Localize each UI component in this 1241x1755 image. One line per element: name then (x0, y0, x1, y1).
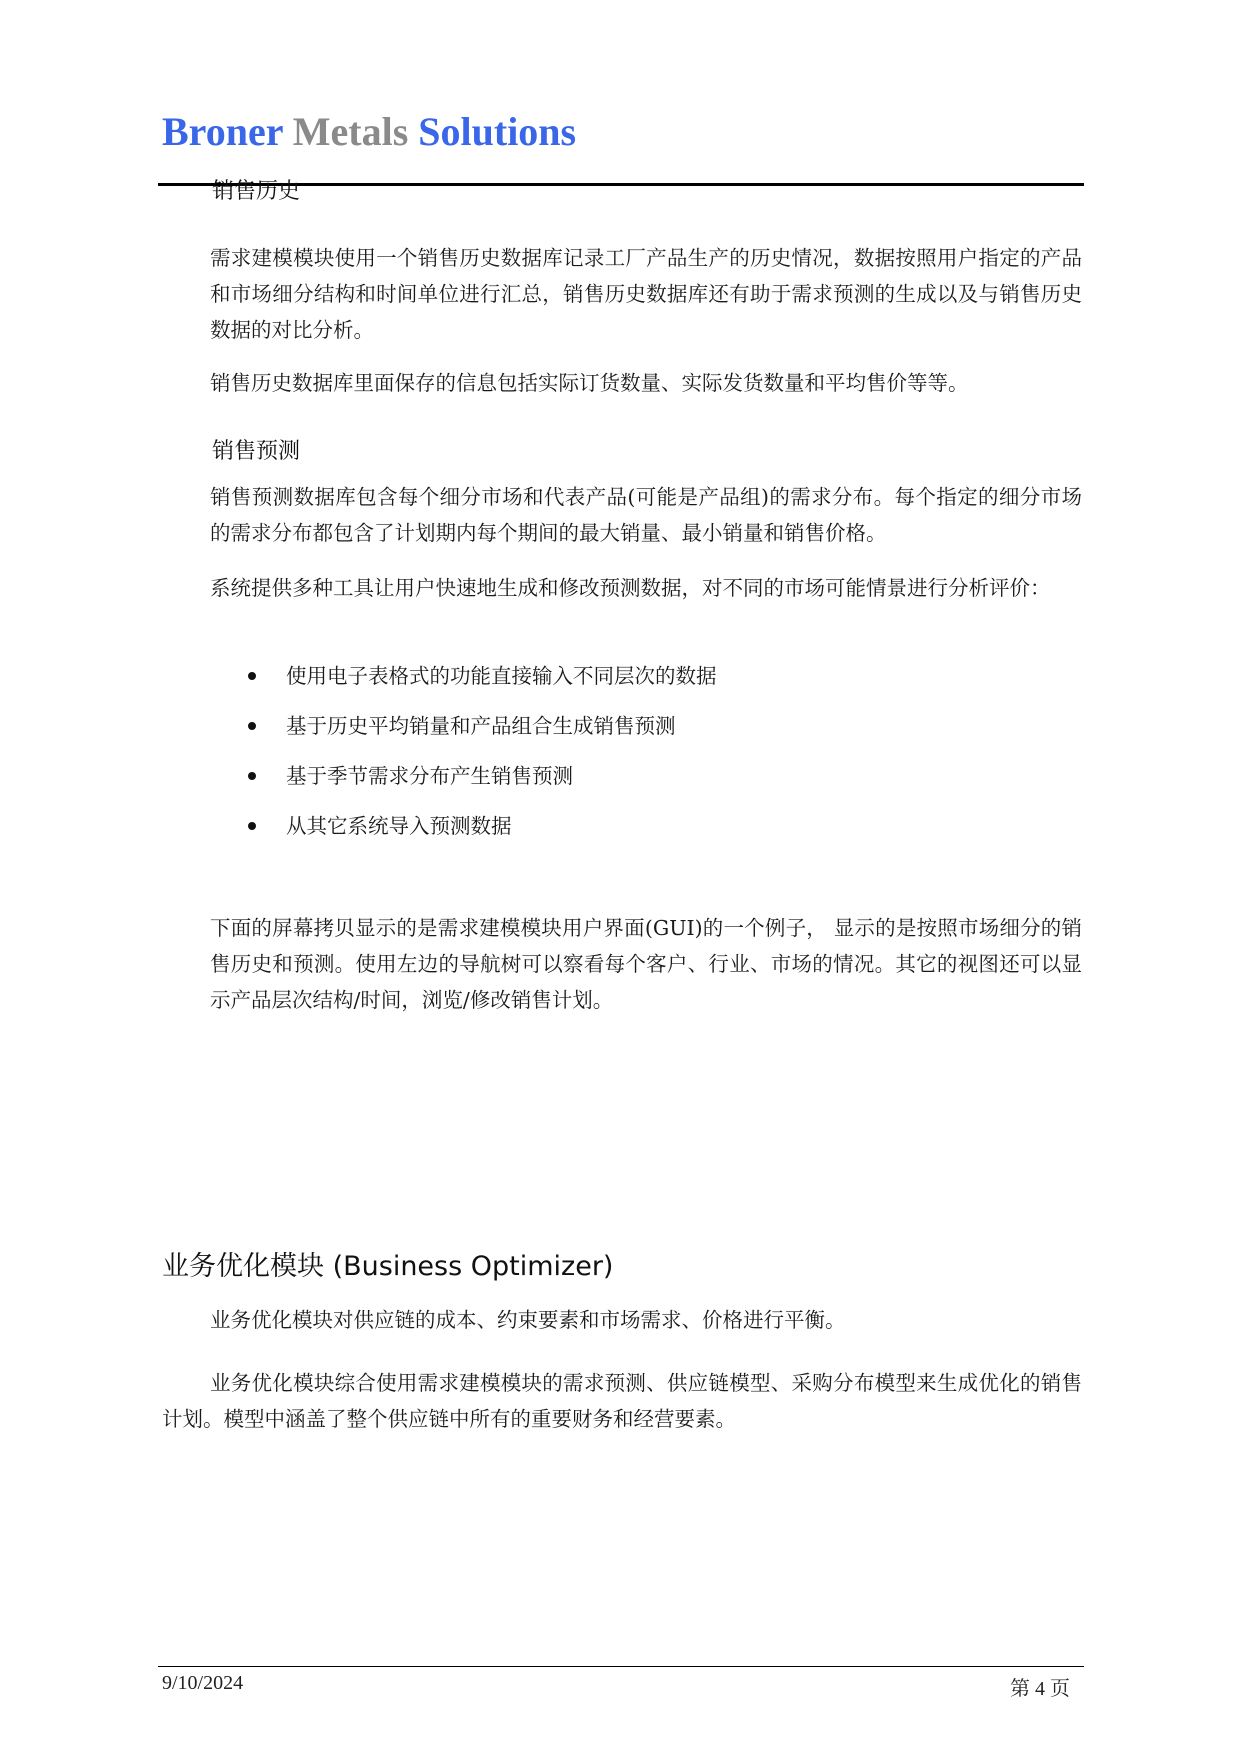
sales-history-paragraph-1: 需求建模模块使用一个销售历史数据库记录工厂产品生产的历史情况，数据按照用户指定的产品和市场细分结构和时间单位进行汇总，销售历史数据库还有助于需求预测的生成以及与销售历史数据的对比分析。 (210, 246, 1082, 342)
list-item-text: 从其它系统导入预测数据 (286, 814, 512, 838)
sales-forecast-paragraph-2: 系统提供多种工具让用户快速地生成和修改预测数据，对不同的市场可能情景进行分析评价： (210, 576, 1051, 600)
bullet-icon (248, 822, 256, 830)
header-title-word-1: Broner (162, 109, 283, 154)
list-item-text: 基于历史平均销量和产品组合生成销售预测 (286, 714, 676, 738)
business-optimizer-paragraph-1: 业务优化模块对供应链的成本、约束要素和市场需求、价格进行平衡。 (210, 1308, 846, 1332)
header-title-word-3: Solutions (418, 109, 577, 154)
sales-history-paragraph-2: 销售历史数据库里面保存的信息包括实际订货数量、实际发货数量和平均售价等等。 (210, 371, 969, 395)
bullet-icon (248, 722, 256, 730)
footer-divider (158, 1666, 1084, 1667)
gui-description-paragraph: 下面的屏幕拷贝显示的是需求建模模块用户界面(GUI)的一个例子， 显示的是按照市场细分的销售历史和预测。使用左边的导航树可以察看每个客户、行业、市场的情况。其它的视图还可以显示产品层次结构/时间，浏览/修改销售计划。 (210, 916, 1082, 1012)
sales-forecast-heading: 销售预测 (212, 439, 301, 464)
footer-page-number: 第 4 页 (1010, 1678, 1070, 1700)
header-title-word-2: Metals (292, 109, 409, 154)
business-optimizer-paragraph-2: 业务优化模块综合使用需求建模模块的需求预测、供应链模型、采购分布模型来生成优化的销售计划。模型中涵盖了整个供应链中所有的重要财务和经营要素。 (162, 1371, 1082, 1431)
business-optimizer-heading: 业务优化模块 (Business Optimizer) (162, 1251, 614, 1282)
sales-history-heading: 销售历史 (212, 179, 301, 204)
list-item-text: 基于季节需求分布产生销售预测 (286, 764, 573, 788)
footer-date: 9/10/2024 (162, 1672, 244, 1694)
bullet-icon (248, 772, 256, 780)
list-item-text: 使用电子表格式的功能直接输入不同层次的数据 (286, 664, 717, 688)
sales-forecast-paragraph-1: 销售预测数据库包含每个细分市场和代表产品(可能是产品组)的需求分布。每个指定的细分市场的需求分布都包含了计划期内每个期间的最大销量、最小销量和销售价格。 (210, 485, 1082, 545)
document-header-title (162, 108, 576, 155)
bullet-icon (248, 672, 256, 680)
